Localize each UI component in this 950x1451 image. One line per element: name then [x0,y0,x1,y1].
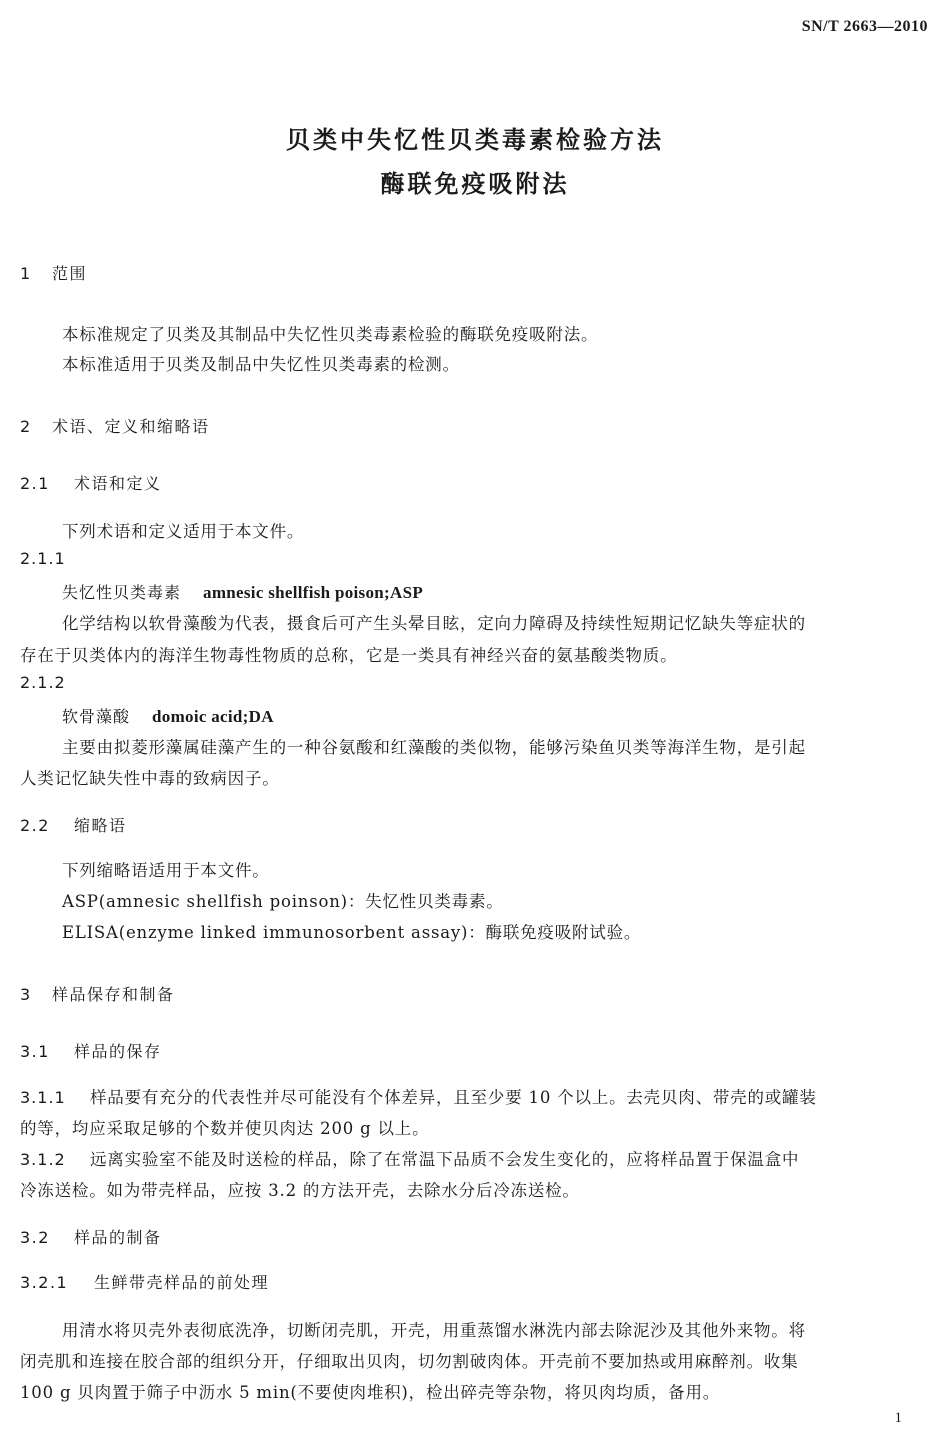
paragraph: 下列缩略语适用于本文件。 [62,861,270,880]
clause-line [20,1084,817,1108]
section-2-heading [20,414,210,437]
section-2-2-heading [20,813,127,836]
definition-line: 人类记忆缺失性中毒的致病因子。 [20,769,280,788]
standard-code: SN/T 2663—2010 [801,18,928,35]
paragraph-line: 用清水将贝壳外表彻底洗净，切断闭壳肌，开壳，用重蒸馏水淋洗内部去除泥沙及其他外来物。将 [62,1321,806,1340]
paragraph-line: 闭壳肌和连接在胶合部的组织分开，仔细取出贝肉，切勿割破肉体。开壳前不要加热或用麻醉剂。收集 [20,1352,799,1371]
term-entry [62,704,274,727]
term-number: 2.1.2 [20,673,66,692]
section-3-2-1-heading [20,1270,269,1293]
section-number: 3.1 [20,1042,50,1061]
clause-text: 样品要有充分的代表性并尽可能没有个体差异，且至少要 10 个以上。去壳贝肉、带壳的或罐装 [90,1088,817,1107]
abbreviation-entry: ELISA(enzyme linked immunosorbent assay)：酶联免疫吸附试验。 [62,923,642,942]
section-title: 范围 [52,264,88,283]
section-number: 2.2 [20,816,50,835]
clause-line: 的等，均应采取足够的个数并使贝肉达 200 g 以上。 [20,1119,430,1138]
section-title: 样品保存和制备 [52,985,175,1004]
document-title: 贝类中失忆性贝类毒素检验方法 [286,126,664,154]
section-number: 1 [20,264,32,283]
document-subtitle: 酶联免疫吸附法 [380,170,570,198]
section-title: 缩略语 [74,816,127,835]
section-1-heading [20,261,87,284]
paragraph-line: 100 g 贝肉置于筛子中沥水 5 min(不要使肉堆积)，检出碎壳等杂物，将贝肉均质，备用。 [20,1383,721,1402]
section-title: 术语和定义 [74,474,162,493]
section-title: 样品的保存 [74,1042,162,1061]
section-title: 术语、定义和缩略语 [52,417,210,436]
clause-line [20,1146,799,1170]
term-number: 2.1.1 [20,549,66,568]
section-number: 3.2.1 [20,1273,69,1292]
term-english: amnesic shellfish poison;ASP [203,583,424,602]
section-3-heading [20,982,175,1005]
section-title: 生鲜带壳样品的前处理 [94,1273,270,1292]
definition-line: 化学结构以软骨藻酸为代表，摄食后可产生头晕目眩，定向力障碍及持续性短期记忆缺失等症状的 [62,614,806,633]
page-number: 1 [894,1410,902,1426]
clause-line: 冷冻送检。如为带壳样品，应按 3.2 的方法开壳，去除水分后冷冻送检。 [20,1181,580,1200]
term-english: domoic acid;DA [152,707,274,726]
section-3-1-heading [20,1039,162,1062]
paragraph: 下列术语和定义适用于本文件。 [62,522,305,541]
section-2-1-heading [20,471,162,494]
definition-line: 主要由拟菱形藻属硅藻产生的一种谷氨酸和红藻酸的类似物，能够污染鱼贝类等海洋生物，是引起 [62,738,806,757]
section-number: 2 [20,417,32,436]
section-number: 2.1 [20,474,50,493]
section-3-2-heading [20,1225,162,1248]
clause-number: 3.1.2 [20,1150,66,1169]
paragraph: 本标准适用于贝类及制品中失忆性贝类毒素的检测。 [62,355,460,374]
term-chinese: 软骨藻酸 [62,707,131,726]
definition-line: 存在于贝类体内的海洋生物毒性物质的总称，它是一类具有神经兴奋的氨基酸类物质。 [20,646,678,665]
clause-text: 远离实验室不能及时送检的样品，除了在常温下品质不会发生变化的，应将样品置于保温盒中 [90,1150,800,1169]
term-entry [62,580,423,603]
section-number: 3 [20,985,32,1004]
paragraph: 本标准规定了贝类及其制品中失忆性贝类毒素检验的酶联免疫吸附法。 [62,325,599,344]
section-title: 样品的制备 [74,1228,162,1247]
abbreviation-entry: ASP(amnesic shellfish poinson)：失忆性贝类毒素。 [62,892,504,911]
section-number: 3.2 [20,1228,50,1247]
term-chinese: 失忆性贝类毒素 [62,583,182,602]
clause-number: 3.1.1 [20,1088,66,1107]
